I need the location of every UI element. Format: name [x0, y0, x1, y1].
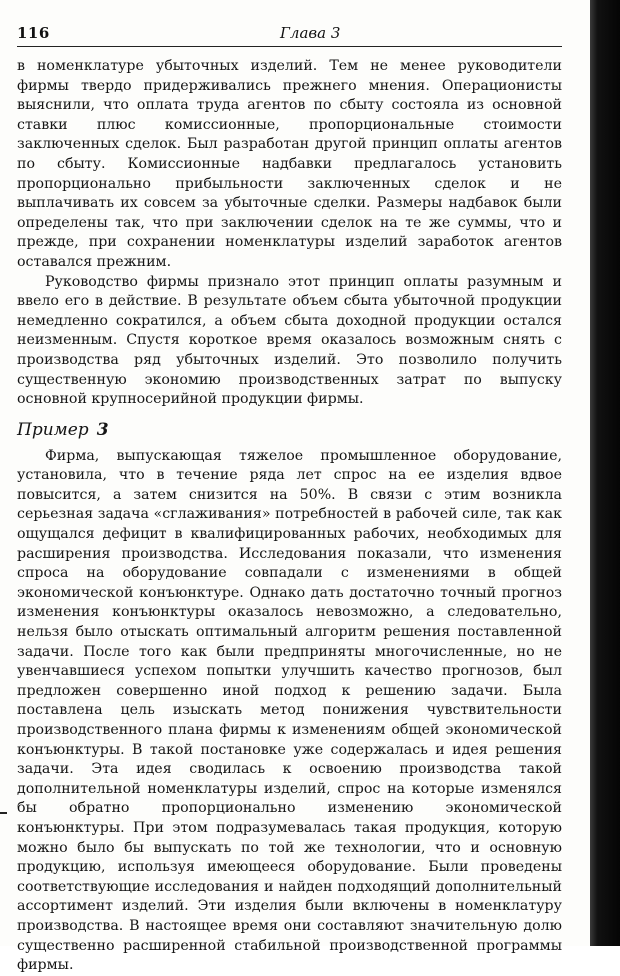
body-text — [17, 57, 562, 976]
margin-mark — [0, 812, 7, 814]
example-paragraph: Фирма, выпускающая тяжелое промышленное оборудование, установила, что в течение ряда лет спрос на ее изделия вдвое повысится, а затем снизится на 50%. В связи с этим возникла серьезная задача «сглаживания» потребностей в рабочей силе, так как ощущался дефицит в квалифицированных рабочих, необходимых для расширения производства. Исследования показали, что изменения спроса на оборудование совпадали с изменениями в общей экономической конъюнктуре. Однако дать достаточно точный прогноз изменения конъюнктуры оказалось невозможно, а следовательно, нельзя было отыскать оптимальный алгоритм решения поставленной задачи. После того как были предприняты многочисленные, но не увенчавшиеся успехом попытки улучшить качество прогнозов, был предложен совершенно иной подход к решению задачи. Была поставлена цель изыскать метод понижения чувствительности производственного плана фирмы к изменениям общей экономической конъюнктуры. В такой постановке уже содержалась и идея решения задачи. Эта идея сводилась к освоению производства такой дополнительной номенклатуры изделий, спрос на которые изменялся бы обратно пропорционально изменению экономической конъюнктуры. При этом подразумевалась такая продукция, которую можно было бы выпускать по той же технологии, что и основную продукцию, используя имеющееся оборудование. Были проведены соответствующие исследования и найден подходящий дополнительный ассортимент изделий. Эти изделия были включены в номенклатуру производства. В настоящее время они составляют значительную долю существенно расширенной стабильной производственной программы фирмы. — [17, 447, 562, 974]
example-number: 3 — [96, 419, 109, 440]
page-number: 116 — [17, 24, 50, 42]
book-spine-shadow — [590, 0, 620, 946]
example-heading — [17, 419, 562, 441]
running-header — [17, 20, 562, 44]
example-label: Пример — [17, 419, 89, 440]
paragraph-continuation: в номенклатуре убыточных изделий. Тем не менее руководители фирмы твердо придерживались прежнего мнения. Операционисты выяснили, что оплата труда агентов по сбыту состояла из основной ставки плюс комиссионные, пропорциональные стоимости заключенных сделок. Был разработан другой принцип оплаты агентов по сбыту. Комиссионные надбавки предлагалось установить пропорционально прибыльности заключенных сделок и не выплачивать их совсем за убыточные сделки. Размеры надбавок были определены так, что при заключении сделок на те же суммы, что и прежде, при сохранении номенклатуры изделий заработок агентов оставался прежним. — [17, 58, 562, 270]
header-rule — [17, 46, 562, 47]
chapter-title: Глава 3 — [280, 24, 341, 42]
paragraph: Руководство фирмы признало этот принцип оплаты разумным и ввело его в действие. В результате объем сбыта убыточной продукции немедленно сократился, а объем сбыта доходной продукции остался неизменным. Спустя короткое время оказалось возможным снять с производства ряд убыточных изделий. Это позволило получить существенную экономию производственных затрат по выпуску основной крупносерийной продукции фирмы. — [17, 273, 562, 408]
